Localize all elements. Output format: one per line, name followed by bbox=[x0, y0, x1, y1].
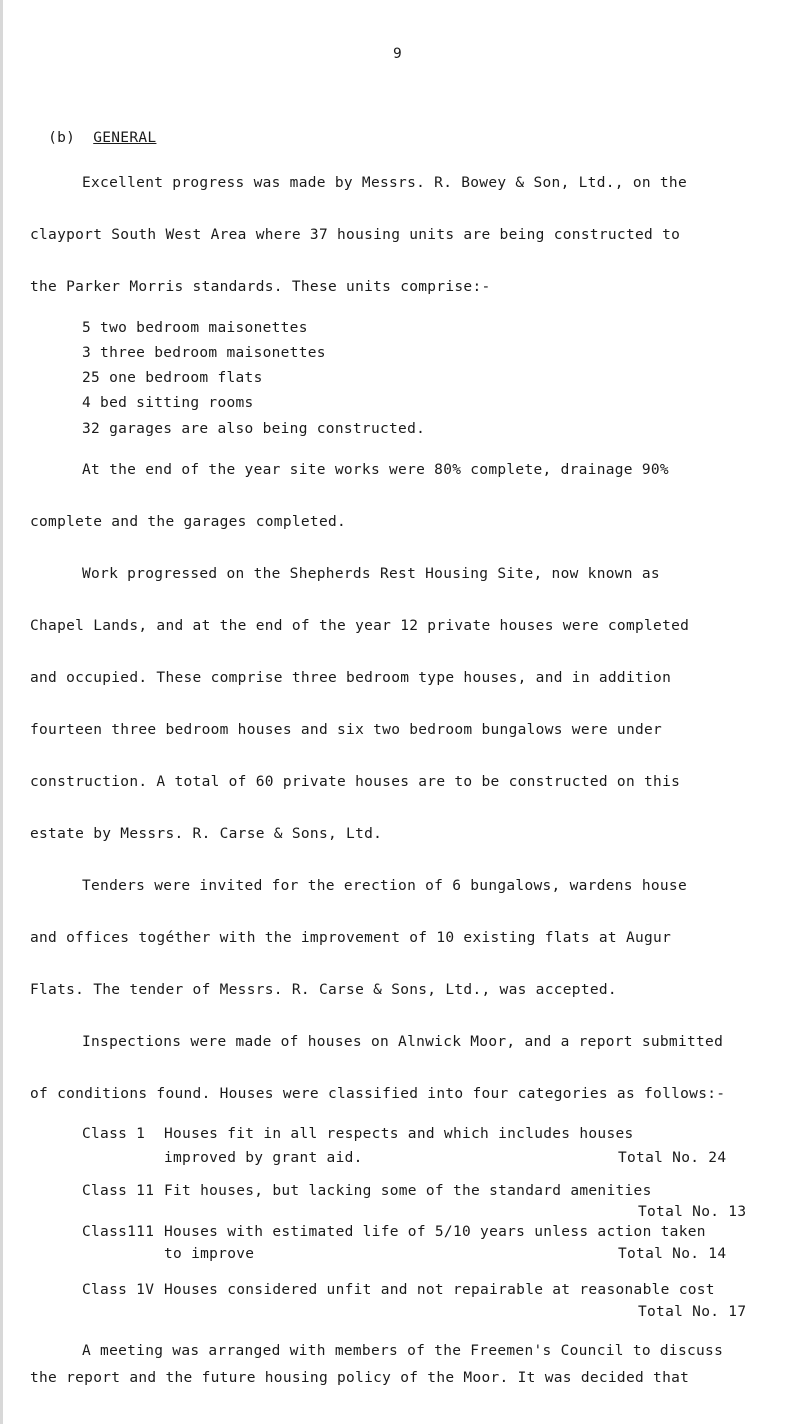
unit-item: 5 two bedroom maisonettes bbox=[82, 320, 308, 336]
class-description-cont: improved by grant aid. bbox=[164, 1150, 363, 1166]
class-total: Total No. 17 bbox=[638, 1304, 747, 1320]
unit-item: 25 one bedroom flats bbox=[82, 370, 263, 386]
unit-item: 3 three bedroom maisonettes bbox=[82, 345, 326, 361]
class-total: Total No. 24 bbox=[618, 1150, 727, 1166]
class-label: Class 11 bbox=[82, 1183, 155, 1199]
p4-line-2: and offices togéther with the improvement of 10 existing flats at Augur bbox=[30, 930, 672, 946]
class-label: Class 1 bbox=[82, 1126, 146, 1142]
p4-line-1: Tenders were invited for the erection of 6 bungalows, wardens house bbox=[82, 878, 687, 894]
class-description-cont: to improve bbox=[164, 1246, 255, 1262]
p5-line-1: Inspections were made of houses on Alnwick Moor, and a report submitted bbox=[82, 1034, 724, 1050]
section-heading bbox=[30, 114, 156, 146]
p2-line-2: complete and the garages completed. bbox=[30, 514, 347, 530]
p3-line-3: and occupied. These comprise three bedroom type houses, and in addition bbox=[30, 670, 672, 686]
p1-line-2: clayport South West Area where 37 housing units are being constructed to bbox=[30, 227, 681, 243]
page-number: 9 bbox=[393, 46, 403, 62]
p3-line-2: Chapel Lands, and at the end of the year 12 private houses were completed bbox=[30, 618, 690, 634]
p3-line-4: fourteen three bedroom houses and six two bedroom bungalows were under bbox=[30, 722, 663, 738]
p4-line-3: Flats. The tender of Messrs. R. Carse & Sons, Ltd., was accepted. bbox=[30, 982, 617, 998]
p2-line-1: At the end of the year site works were 80% complete, drainage 90% bbox=[82, 462, 669, 478]
p6-line-1: A meeting was arranged with members of the Freemen's Council to discuss bbox=[82, 1343, 724, 1359]
p1-line-3: the Parker Morris standards. These units comprise:- bbox=[30, 279, 491, 295]
class-description: Houses with estimated life of 5/10 years unless action taken bbox=[164, 1224, 706, 1240]
p3-line-6: estate by Messrs. R. Carse & Sons, Ltd. bbox=[30, 826, 383, 842]
class-label: Class111 bbox=[82, 1224, 155, 1240]
class-label: Class 1V bbox=[82, 1282, 155, 1298]
unit-item: 32 garages are also being constructed. bbox=[82, 421, 426, 437]
heading-title: GENERAL bbox=[93, 130, 157, 146]
p6-line-2: the report and the future housing policy of the Moor. It was decided that bbox=[30, 1370, 690, 1386]
p5-line-2: of conditions found. Houses were classified into four categories as follows:- bbox=[30, 1086, 726, 1102]
class-description: Fit houses, but lacking some of the standard amenities bbox=[164, 1183, 652, 1199]
class-description: Houses fit in all respects and which includes houses bbox=[164, 1126, 634, 1142]
unit-item: 4 bed sitting rooms bbox=[82, 395, 254, 411]
p1-line-1: Excellent progress was made by Messrs. R. Bowey & Son, Ltd., on the bbox=[82, 175, 687, 191]
p3-line-5: construction. A total of 60 private houses are to be constructed on this bbox=[30, 774, 681, 790]
p3-line-1: Work progressed on the Shepherds Rest Housing Site, now known as bbox=[82, 566, 660, 582]
heading-prefix: (b) bbox=[48, 130, 76, 146]
class-total: Total No. 13 bbox=[638, 1204, 747, 1220]
class-description: Houses considered unfit and not repairable at reasonable cost bbox=[164, 1282, 715, 1298]
scan-edge bbox=[0, 0, 3, 1424]
class-total: Total No. 14 bbox=[618, 1246, 727, 1262]
